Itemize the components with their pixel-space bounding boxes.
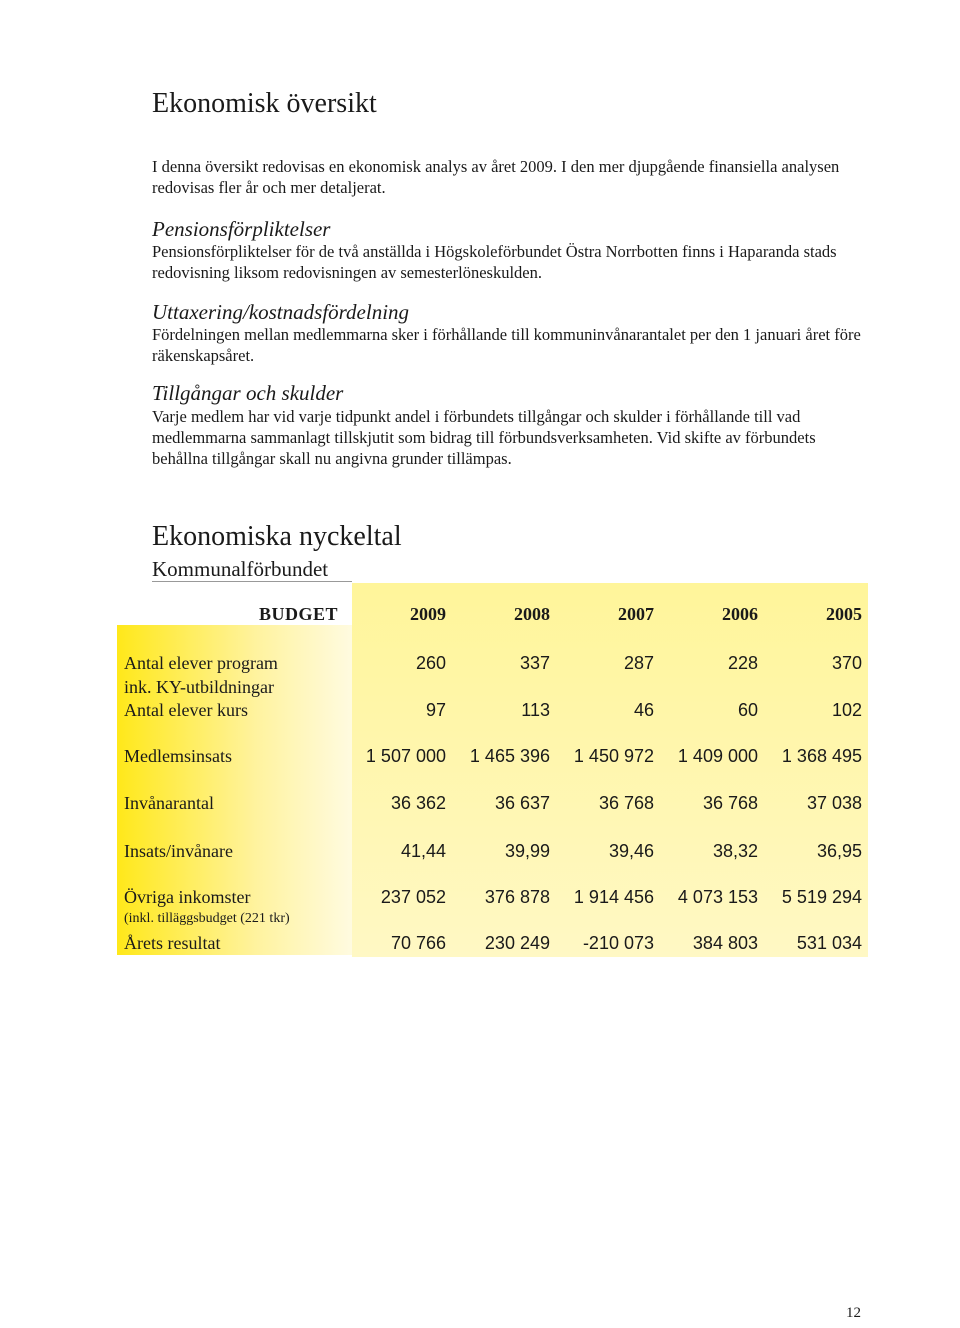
table-cell: 1 507 000 (365, 746, 446, 766)
paragraph-pensionsforpliktelser: Pensionsförpliktelser för de två anställda i Högskoleförbundet Östra Norrbotten finns i Haparanda stads redovisning liksom redovisningen av semesterlöneskulden. (152, 242, 837, 282)
page-number: 12 (846, 1305, 861, 1321)
subheading-uttaxering: Uttaxering/kostnadsfördelning (152, 300, 410, 324)
table-cell: 1 450 972 (573, 746, 654, 766)
row-label: Årets resultat (124, 933, 221, 953)
row-label: ink. KY-utbildningar (124, 677, 274, 697)
year-header: 2007 (618, 604, 654, 624)
table-cell: 1 914 456 (573, 887, 654, 907)
table-cell: 70 766 (390, 933, 446, 953)
section-title-ekonomisk-oversikt: Ekonomisk översikt (152, 88, 377, 119)
table-cell: 287 (623, 653, 654, 673)
table-cell: 36 768 (598, 793, 654, 813)
table-cell: 102 (831, 700, 862, 720)
table-cell: 370 (831, 653, 862, 673)
table-cell: 4 073 153 (677, 887, 758, 907)
table-cell: 37 038 (806, 793, 862, 813)
section-subtitle: Kommunalförbundet (152, 557, 329, 581)
table-cell: 41,44 (400, 841, 446, 861)
table-cell: 60 (737, 700, 758, 720)
row-label: Invånarantal (124, 793, 214, 813)
table-cell: 376 878 (484, 887, 550, 907)
table-cell: 36 768 (702, 793, 758, 813)
year-header: 2006 (722, 604, 758, 624)
paragraph-tillgangar: Varje medlem har vid varje tidpunkt andel i förbundets tillgångar och skulder i förhållande till vad medlemmarna sammanlagt tillskjutit som bidrag till förbundsverksamheten. Vid skifte av förbundets behållna tillgångar skall nu angivna grunder tillämpas. (152, 407, 816, 468)
table-cell: 237 052 (380, 887, 446, 907)
subheading-pensionsforpliktelser: Pensionsförpliktelser (152, 217, 331, 241)
paragraph-uttaxering: Fördelningen mellan medlemmarna sker i förhållande till kommuninvånarantalet per den 1 januari året före räkenskapsåret. (152, 325, 861, 365)
table-cell: 531 034 (796, 933, 862, 953)
row-label-note: (inkl. tilläggsbudget (221 tkr) (124, 911, 290, 926)
table-cell: 38,32 (712, 841, 758, 861)
table-cell: 36,95 (816, 841, 862, 861)
section-title-ekonomiska-nyckeltal: Ekonomiska nyckeltal (152, 521, 402, 552)
table-cell: 260 (415, 653, 446, 673)
subtitle-underline (152, 581, 352, 582)
table-cell: 46 (633, 700, 654, 720)
table-cell: 1 409 000 (677, 746, 758, 766)
table-corner-budget: BUDGET (258, 604, 338, 624)
table-cell: 1 465 396 (469, 746, 550, 766)
year-header: 2005 (826, 604, 862, 624)
table-cell: 1 368 495 (781, 746, 862, 766)
table-cell: 39,46 (608, 841, 654, 861)
table-cell: 384 803 (692, 933, 758, 953)
row-label: Insats/invånare (124, 841, 233, 861)
subheading-tillgangar: Tillgångar och skulder (152, 381, 344, 405)
table-cell: 230 249 (484, 933, 550, 953)
table-cell: -210 073 (582, 933, 654, 953)
intro-paragraph: I denna översikt redovisas en ekonomisk analys av året 2009. I den mer djupgående finansiella analysen redovisas fler år och mer detaljerat. (152, 157, 840, 197)
row-label: Antal elever kurs (124, 700, 248, 720)
table-cell: 39,99 (504, 841, 550, 861)
row-label: Övriga inkomster (124, 887, 251, 907)
table-cell: 5 519 294 (781, 887, 862, 907)
row-label: Medlemsinsats (124, 746, 232, 766)
year-header: 2009 (410, 604, 446, 624)
row-label: Antal elever program (124, 653, 278, 673)
table-cell: 337 (519, 653, 550, 673)
table-cell: 36 637 (494, 793, 550, 813)
table-cell: 228 (727, 653, 758, 673)
year-header: 2008 (514, 604, 550, 624)
table-cell: 97 (425, 700, 446, 720)
table-cell: 113 (521, 700, 550, 720)
table-cell: 36 362 (390, 793, 446, 813)
